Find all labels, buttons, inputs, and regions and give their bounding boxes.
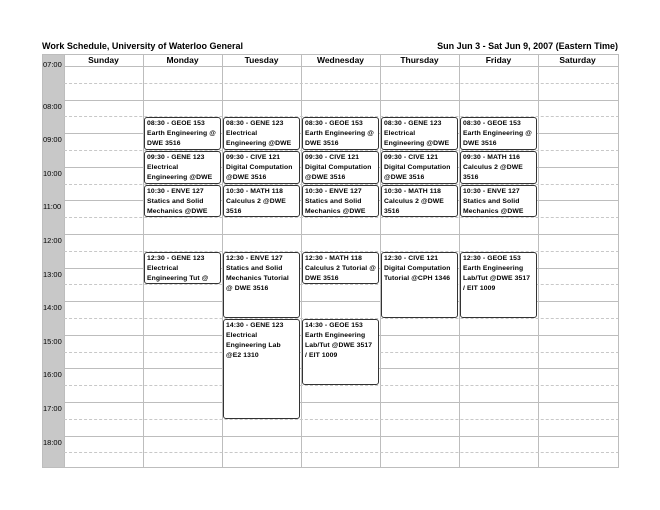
- time-label: 13:00: [43, 269, 62, 279]
- event-details: Calculus 2 @DWE 3516: [384, 197, 444, 215]
- event-title: 14:30 - GEOE 153: [305, 322, 363, 329]
- time-label: 15:00: [43, 336, 62, 346]
- event-details: Earth Engineering @ DWE 3516: [463, 130, 532, 148]
- time-label: 08:00: [43, 101, 62, 111]
- event-details: Earth Engineering Lab/Tut @DWE 3517 / EIT 1009: [305, 332, 373, 359]
- time-label: 11:00: [43, 202, 62, 212]
- event-details: Digital Computation Tutorial @CPH 1346: [384, 264, 451, 282]
- event-title: 12:30 - CIVE 121: [384, 254, 439, 262]
- week-calendar-grid: [42, 54, 619, 468]
- day-header-tuesday: Tuesday: [244, 55, 279, 65]
- event-details: Electrical Engineering @DWE: [226, 130, 292, 148]
- event-details: Statics and Solid Mechanics Tutorial @ DWE 3516: [226, 264, 289, 292]
- day-header-monday: Monday: [166, 55, 199, 65]
- day-header-saturday: Saturday: [559, 55, 596, 65]
- event-title: 10:30 - ENVE 127: [147, 187, 204, 195]
- event-title: 10:30 - ENVE 127: [305, 187, 362, 195]
- time-label: 17:00: [43, 404, 62, 413]
- time-label: 09:00: [43, 135, 62, 145]
- event-title: 12:30 - ENVE 127: [226, 254, 283, 262]
- event-title: 08:30 - GENE 123: [384, 120, 442, 128]
- time-label: 10:00: [43, 168, 62, 178]
- day-header-thursday: Thursday: [400, 55, 439, 65]
- event-details: Digital Computation @DWE 3516: [305, 164, 372, 181]
- event-details: Digital Computation @DWE 3516: [384, 164, 451, 181]
- event-title: 12:30 - GENE 123: [147, 254, 205, 262]
- day-header-sunday: Sunday: [88, 55, 119, 65]
- event-title: 09:30 - CIVE 121: [226, 154, 281, 161]
- event-title: 08:30 - GENE 123: [226, 120, 284, 128]
- calendar-border: [42, 54, 619, 468]
- event-details: Electrical Engineering @DWE: [384, 130, 450, 148]
- event-details: Digital Computation @DWE 3516: [226, 164, 293, 181]
- event-title: 08:30 - GEOE 153: [147, 120, 205, 128]
- event-title: 09:30 - GENE 123: [147, 154, 205, 161]
- event-details: Statics and Solid Mechanics @DWE: [147, 197, 208, 215]
- event-title: 09:30 - CIVE 121: [384, 154, 439, 161]
- event-details: Electrical Engineering @DWE: [147, 164, 213, 181]
- time-label: 14:00: [43, 303, 62, 313]
- day-header-friday: Friday: [485, 55, 512, 65]
- event-details: Statics and Solid Mechanics @DWE: [305, 197, 366, 215]
- time-label: 16:00: [43, 370, 62, 380]
- event-title: 10:30 - MATH 118: [226, 187, 284, 195]
- time-label: 12:00: [43, 236, 62, 245]
- event-details: Earth Engineering @ DWE 3516: [305, 130, 374, 148]
- event-title: 10:30 - ENVE 127: [463, 187, 520, 195]
- schedule-title: Work Schedule, University of Waterloo General: [42, 41, 244, 51]
- time-label: 07:00: [43, 60, 62, 69]
- time-label: 18:00: [43, 437, 62, 447]
- event-details: Calculus 2 @DWE 3516: [463, 164, 523, 181]
- event-title: 08:30 - GEOE 153: [463, 120, 521, 128]
- event-title: 12:30 - MATH 118: [305, 254, 363, 262]
- event-details: Calculus 2 @DWE 3516: [226, 197, 286, 215]
- event-title: 09:30 - MATH 116: [463, 154, 521, 161]
- date-range: Sun Jun 3 - Sat Jun 9, 2007 (Eastern Time): [437, 41, 618, 51]
- event-title: 10:30 - MATH 118: [384, 187, 442, 195]
- event-details: Earth Engineering @ DWE 3516: [147, 130, 216, 148]
- event-title: 12:30 - GEOE 153: [463, 254, 521, 262]
- event-details: Electrical Engineering Lab @E2 1310: [226, 332, 281, 359]
- event-title: 09:30 - CIVE 121: [305, 154, 360, 161]
- event-title: 14:30 - GENE 123: [226, 322, 284, 329]
- event-title: 08:30 - GEOE 153: [305, 120, 363, 128]
- event-details: Electrical Engineering Tut @: [147, 264, 209, 282]
- day-header-wednesday: Wednesday: [316, 55, 365, 65]
- event-details: Earth Engineering Lab/Tut @DWE 3517 / EIT 1009: [463, 264, 531, 292]
- event-details: Calculus 2 Tutorial @ DWE 3516: [305, 264, 376, 282]
- event-details: Statics and Solid Mechanics @DWE: [463, 197, 524, 215]
